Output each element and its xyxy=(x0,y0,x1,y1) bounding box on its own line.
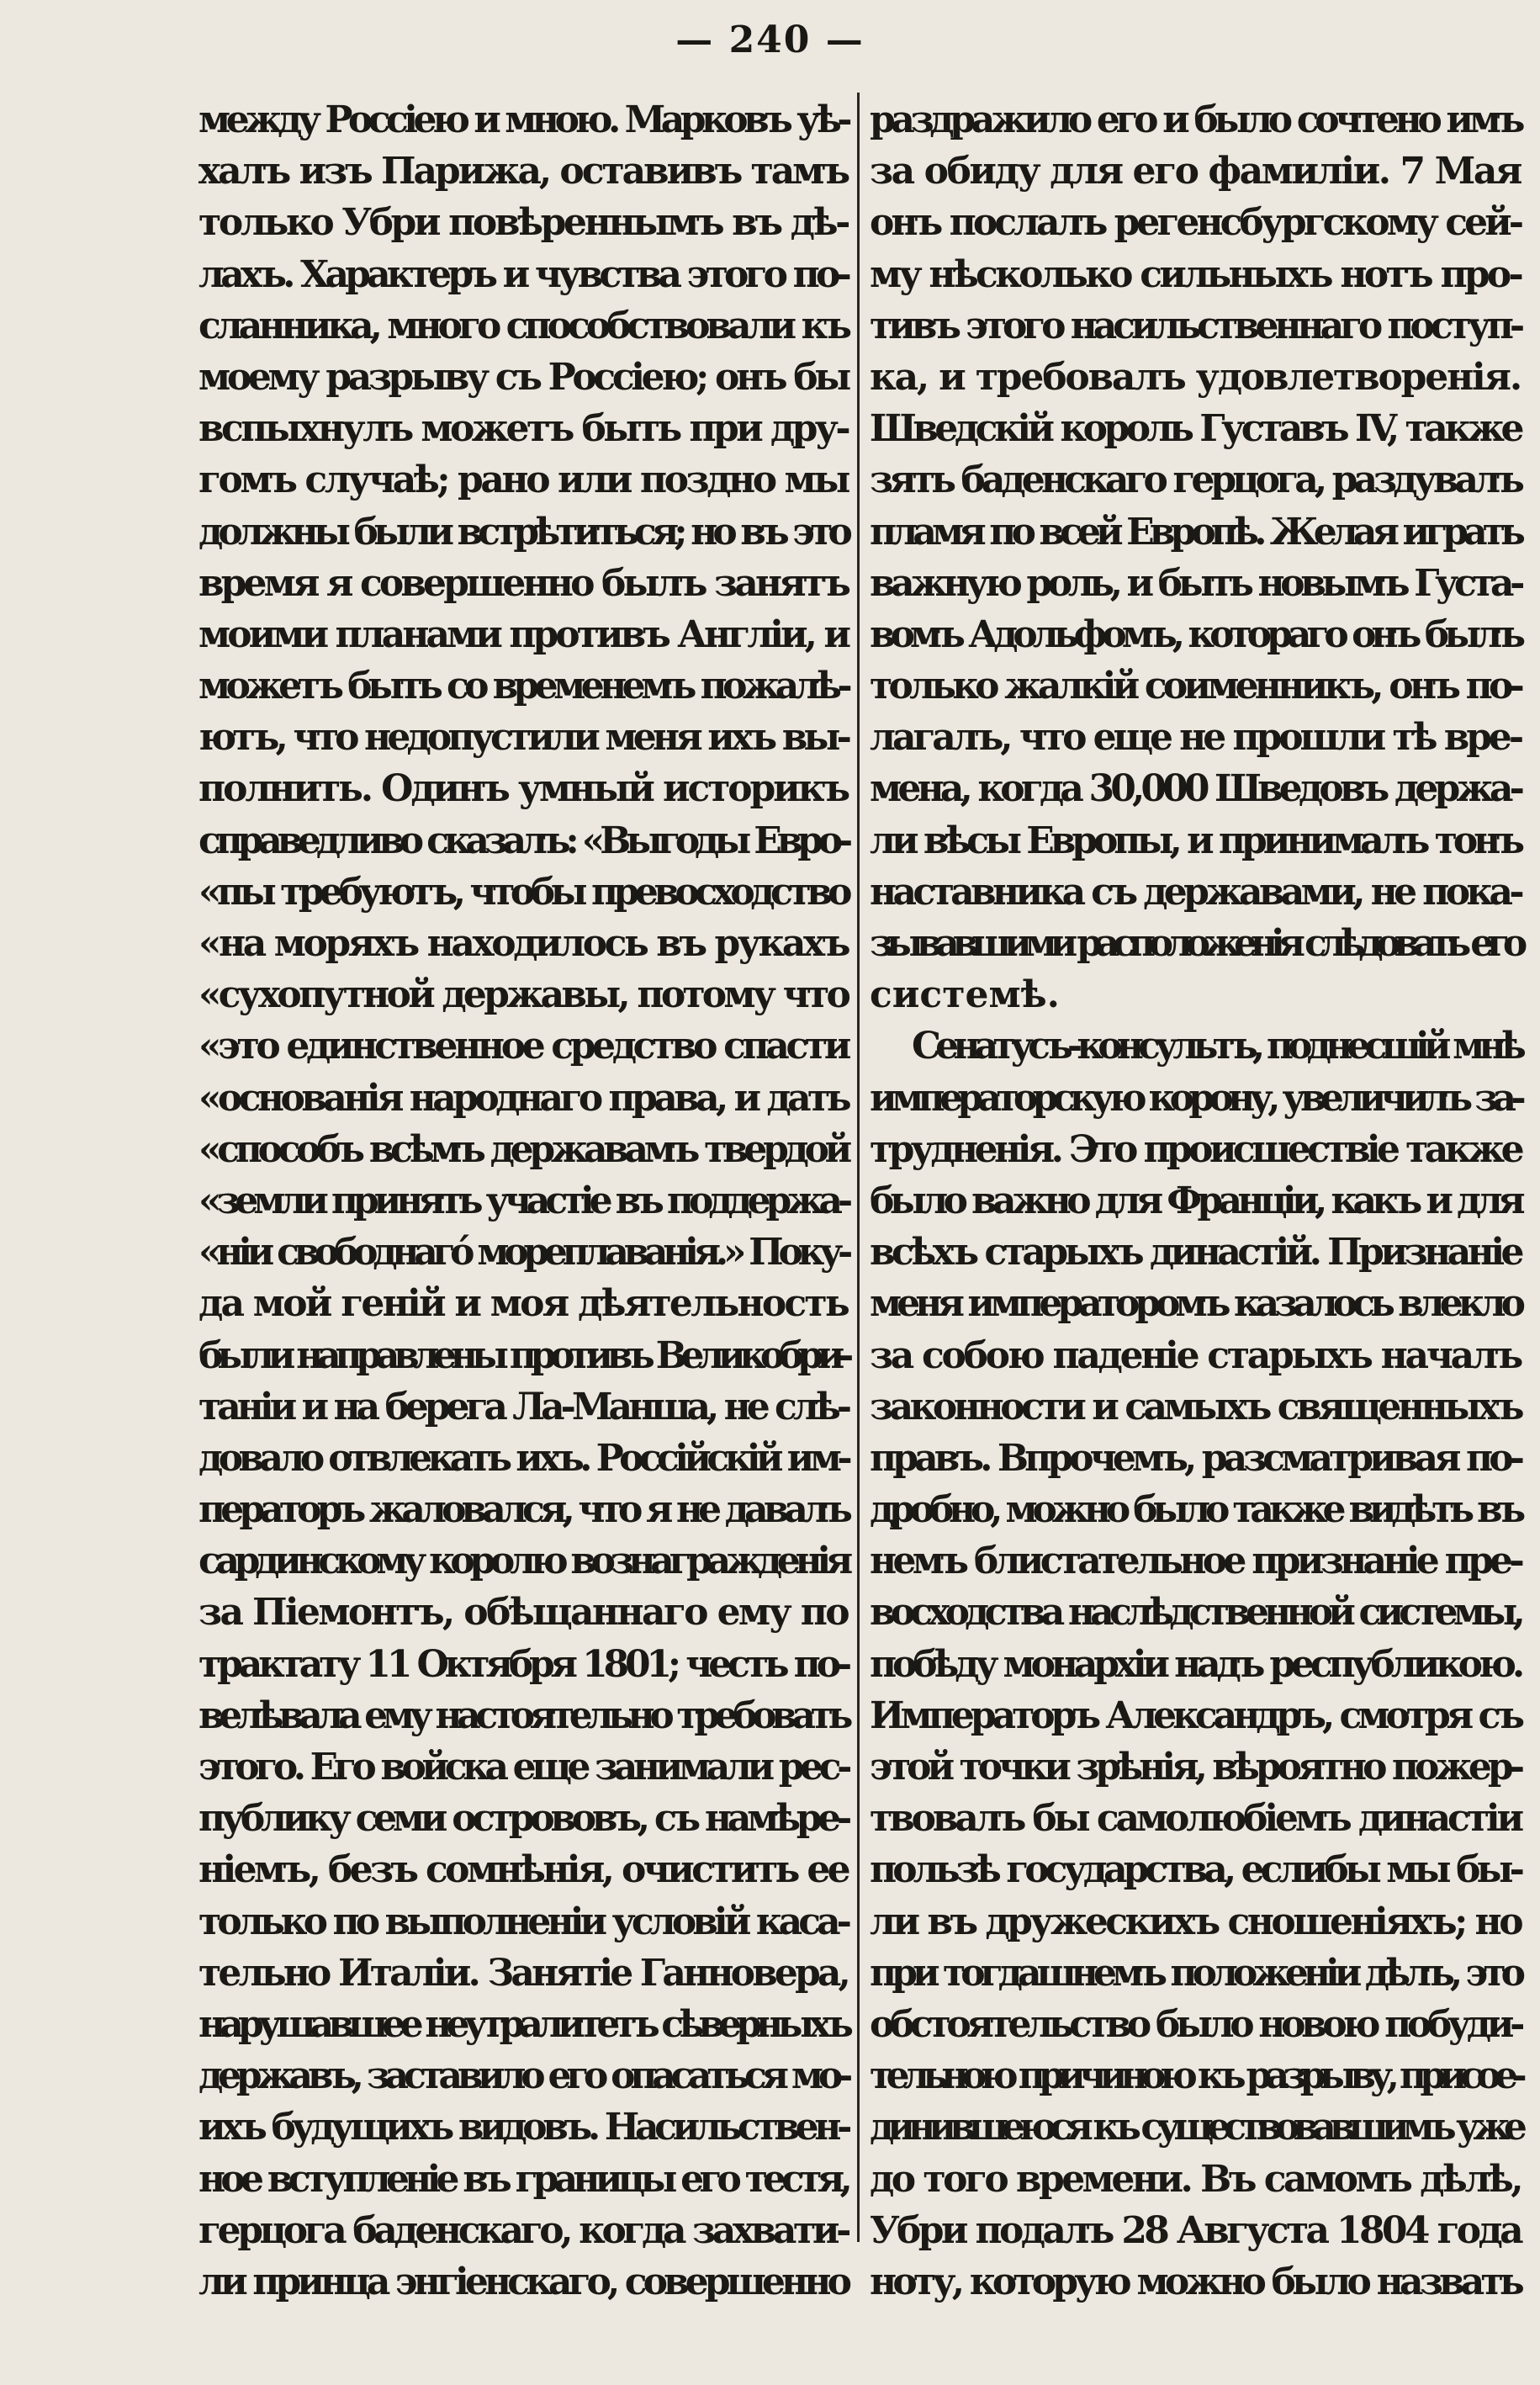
text-line: до того времени. Въ самомъ дѣлѣ, xyxy=(870,2157,1521,2201)
text-line: побѣду монархіи надъ республикою. xyxy=(870,1642,1521,1686)
column-divider xyxy=(857,93,860,2242)
text-line: «это единственное средство спасти xyxy=(198,1025,849,1068)
text-line: этой точки зрѣнія, вѣроятно пожер- xyxy=(870,1746,1521,1789)
text-line: должны были встрѣтиться; но въ это xyxy=(198,510,848,554)
text-line: таніи и на берега Ла-Манша, не слѣ- xyxy=(198,1385,848,1428)
text-line: зять баденскаго герцога, раздувалъ xyxy=(870,458,1521,502)
text-line: ли въ дружескихъ сношеніяхъ; но xyxy=(870,1900,1521,1943)
text-line: при тогдашнемъ положеніи дѣлъ, это xyxy=(870,1951,1521,1995)
text-line: только по выполненіи условій каса- xyxy=(198,1900,848,1943)
text-line: ніемъ, безъ сомнѣнія, очистить ее xyxy=(198,1848,849,1892)
text-line: Шведскій король Густавъ IV, также xyxy=(870,407,1521,451)
text-line: публику семи острововъ, съ намѣре- xyxy=(198,1797,848,1841)
text-line: мена, когда 30,000 Шведовъ держа- xyxy=(870,767,1521,811)
text-line: лахъ. Характеръ и чувства этого по- xyxy=(198,252,848,296)
text-line: «ніи свободнагó мореплаванія.» Поку- xyxy=(198,1231,848,1275)
text-line: наставника съ державами, не пока- xyxy=(870,870,1521,914)
text-line: довало отвлекать ихъ. Россійскій им- xyxy=(198,1436,848,1480)
text-line: халъ изъ Парижа, оставивъ тамъ xyxy=(198,150,848,193)
text-line: ли вѣсы Европы, и принималъ тонъ xyxy=(870,819,1521,862)
text-line: нарушавшее неутралитетъ сѣверныхъ xyxy=(198,2002,848,2046)
text-line: «земли принять участіе въ поддержа- xyxy=(198,1179,848,1222)
text-line: меня императоромъ казалось влекло xyxy=(870,1282,1521,1326)
text-line: динившеюся къ существовавшимъ уже xyxy=(870,2106,1521,2149)
text-line: тивъ этого насильственнаго поступ- xyxy=(870,304,1521,347)
text-line: трудненія. Это происшествіе также xyxy=(870,1127,1521,1171)
right-column xyxy=(870,94,1521,2308)
text-line: можетъ быть со временемъ пожалѣ- xyxy=(198,665,848,708)
text-line: пользѣ государства, еслибы мы бы- xyxy=(870,1848,1521,1892)
text-line: важную роль, и быть новымъ Густа- xyxy=(870,561,1521,605)
text-line: лагалъ, что еще не прошли тѣ вре- xyxy=(870,716,1521,760)
text-line: тельно Италіи. Занятіе Ганновера, xyxy=(198,1951,849,1995)
text-line: системѣ. xyxy=(870,973,1060,1017)
text-line: державъ, заставило его опасаться мо- xyxy=(198,2054,848,2098)
text-line: моему разрыву съ Россіею; онъ бы xyxy=(198,355,848,399)
text-line: ператоръ жаловался, что я не давалъ xyxy=(198,1488,848,1532)
text-line: за собою паденіе старыхъ началъ xyxy=(870,1333,1521,1377)
text-line: сардинскому королю вознагражденія xyxy=(198,1540,848,1583)
text-line: раздражило его и было сочтено имъ xyxy=(870,98,1521,141)
text-line: му нѣсколько сильныхъ нотъ про- xyxy=(870,252,1521,296)
text-line: между Россіею и мною. Марковъ уѣ- xyxy=(198,98,848,141)
text-line: справедливо сказалъ: «Выгоды Евро- xyxy=(198,819,849,862)
text-line: зывавшими расположенія слѣдовать его xyxy=(870,922,1521,965)
text-line: только жалкій соименникъ, онъ по- xyxy=(870,665,1521,708)
text-line: ноту, которую можно было назвать xyxy=(870,2260,1521,2303)
text-line: «основанія народнаго права, и дать xyxy=(198,1076,848,1120)
text-line: правъ. Впрочемъ, разсматривая по- xyxy=(870,1436,1521,1480)
text-line: только Убри повѣреннымъ въ дѣ- xyxy=(198,201,848,245)
text-line: было важно для Франціи, какъ и для xyxy=(870,1179,1521,1222)
text-line: твовалъ бы самолюбіемъ династіи xyxy=(870,1797,1521,1841)
text-line: ное вступленіе въ границы его тестя, xyxy=(198,2157,848,2201)
text-line: «сухопутной державы, потому что xyxy=(198,973,848,1017)
text-line: тельною причиною къ разрыву, присое- xyxy=(870,2054,1521,2098)
text-line: ютъ, что недопустили меня ихъ вы- xyxy=(198,716,849,760)
text-line: этого. Его войска еще занимали рес- xyxy=(198,1746,848,1789)
text-line: велѣвала ему настоятельно требовать xyxy=(198,1693,848,1737)
page-number: — 240 — xyxy=(675,19,865,61)
text-line: время я совершенно былъ занятъ xyxy=(198,561,848,605)
text-line: Сенатусъ-консультъ, поднесшій мнѣ xyxy=(912,1025,1521,1068)
text-line: восходства наслѣдственной системы, xyxy=(870,1591,1521,1635)
text-line: законности и самыхъ священныхъ xyxy=(870,1385,1521,1428)
text-line: герцога баденскаго, когда захвати- xyxy=(198,2208,849,2252)
text-line: ка, и требовалъ удовлетворенія. xyxy=(870,355,1521,399)
text-line: обстоятельство было новою побуди- xyxy=(870,2002,1521,2046)
text-line: гомъ случаѣ; рано или поздно мы xyxy=(198,458,848,502)
text-line: всѣхъ старыхъ династій. Признаніе xyxy=(870,1231,1521,1275)
text-line: «на моряхъ находилось въ рукахъ xyxy=(198,922,848,965)
text-line: ли принца энгіенскаго, совершенно xyxy=(198,2260,848,2303)
text-line: онъ послалъ регенсбургскому сей- xyxy=(870,201,1521,245)
text-line: «способъ всѣмъ державамъ твердой xyxy=(198,1127,848,1171)
text-line: дробно, можно было также видѣть въ xyxy=(870,1488,1521,1532)
text-line: «пы требуютъ, чтобы превосходство xyxy=(198,870,848,914)
text-line: Императоръ Александръ, смотря съ xyxy=(870,1693,1521,1737)
text-line: да мой геній и моя дѣятельность xyxy=(198,1282,848,1326)
text-line: императорскую корону, увеличилъ за- xyxy=(870,1076,1521,1120)
text-line: были направлены противъ Великобри- xyxy=(198,1333,848,1377)
text-line: за обиду для его фамиліи. 7 Мая xyxy=(870,150,1521,193)
text-line: за Піемонтъ, обѣщаннаго ему по xyxy=(198,1591,848,1635)
text-line: сланника, много способствовали къ xyxy=(198,304,848,347)
text-line: немъ блистательное признаніе пре- xyxy=(870,1540,1521,1583)
text-line: ихъ будущихъ видовъ. Насильствен- xyxy=(198,2106,848,2149)
text-line: трактату 11 Октября 1801; честь по- xyxy=(198,1642,848,1686)
text-line: полнить. Одинъ умный историкъ xyxy=(198,767,848,811)
text-line: вомъ Адольфомъ, котораго онъ былъ xyxy=(870,612,1521,656)
left-column xyxy=(198,94,848,2308)
text-line: вспыхнулъ можетъ быть при дру- xyxy=(198,407,848,451)
text-line: пламя по всей Европѣ. Желая играть xyxy=(870,510,1521,554)
text-line: Убри подалъ 28 Августа 1804 года xyxy=(870,2208,1521,2252)
text-line: моими планами противъ Англіи, и xyxy=(198,612,848,656)
